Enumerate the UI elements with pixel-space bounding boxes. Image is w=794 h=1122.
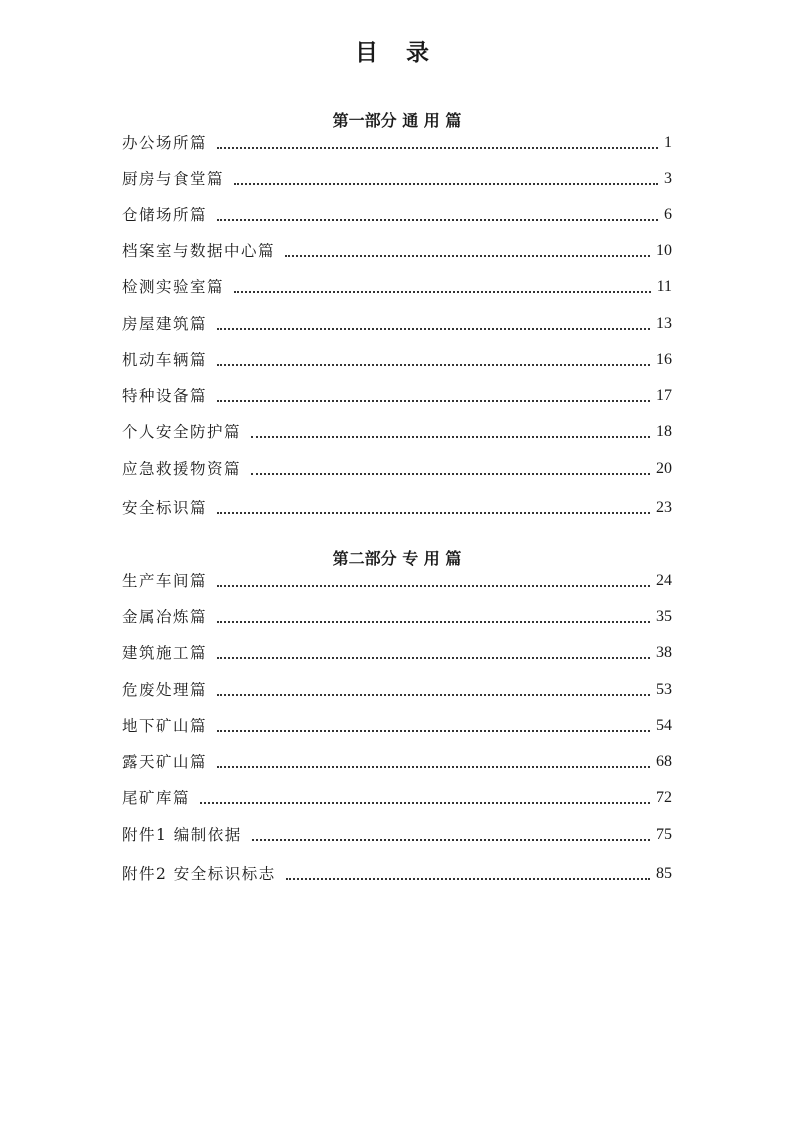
toc-entry[interactable] [122,642,672,664]
toc-entry-label: 附件2 安全标识标志 [122,865,276,883]
toc-entry-page: 1 [664,134,672,151]
toc-entry-label: 检测实验室篇 [122,278,225,296]
toc-entry[interactable] [122,715,672,737]
toc-entry[interactable] [122,313,672,335]
toc-entry[interactable] [122,606,672,628]
toc-entry-page: 35 [656,608,672,625]
toc-entry-label: 危废处理篇 [122,681,208,699]
dot-leader [252,839,650,841]
dot-leader [217,585,650,587]
toc-entry-page: 3 [664,170,672,187]
dot-leader [234,183,658,185]
toc-entry-page: 13 [656,315,672,332]
toc-entry-page: 20 [656,460,672,477]
dot-leader [217,219,658,221]
toc-entry[interactable] [122,132,672,154]
dot-leader [285,255,650,257]
toc-entry-label: 办公场所篇 [122,134,208,152]
dot-leader [217,766,650,768]
dot-leader [234,291,651,293]
toc-entry[interactable] [122,421,672,443]
toc-entry-page: 16 [656,351,672,368]
toc-entry-label: 附件1 编制依据 [122,826,242,844]
dot-leader [286,878,650,880]
part-1-heading: 第一部分 通 用 篇 [332,111,462,130]
toc-entry-page: 24 [656,572,672,589]
toc-entry-page: 23 [656,499,672,516]
toc-entry-label: 安全标识篇 [122,499,208,517]
toc-entry-label: 尾矿库篇 [122,789,191,807]
toc-entry-label: 仓储场所篇 [122,206,208,224]
toc-entry[interactable] [122,679,672,701]
toc-entry-page: 75 [656,826,672,843]
toc-entry-label: 露天矿山篇 [122,753,208,771]
toc-entry-page: 10 [656,242,672,259]
dot-leader [251,436,650,438]
dot-leader [217,621,650,623]
dot-leader [217,512,650,514]
toc-entry-page: 6 [664,206,672,223]
toc-entry[interactable] [122,863,672,885]
toc-entry[interactable] [122,570,672,592]
toc-entry-label: 特种设备篇 [122,387,208,405]
toc-entry[interactable] [122,751,672,773]
toc-entry-page: 53 [656,681,672,698]
toc-entry[interactable] [122,497,672,519]
toc-entry[interactable] [122,458,672,480]
dot-leader [200,802,650,804]
toc-entry[interactable] [122,787,672,809]
toc-entry-label: 厨房与食堂篇 [122,170,225,188]
dot-leader [217,364,650,366]
dot-leader [217,400,650,402]
dot-leader [217,657,650,659]
toc-entry-label: 生产车间篇 [122,572,208,590]
toc-entry-label: 机动车辆篇 [122,351,208,369]
toc-entry[interactable] [122,385,672,407]
toc-entry-page: 18 [656,423,672,440]
toc-entry[interactable] [122,824,672,846]
toc-entry-page: 68 [656,753,672,770]
part-2-heading: 第二部分 专 用 篇 [332,549,462,568]
toc-entry[interactable] [122,204,672,226]
toc-entry-label: 建筑施工篇 [122,644,208,662]
dot-leader [217,328,650,330]
dot-leader [217,730,650,732]
toc-entry-label: 档案室与数据中心篇 [122,242,276,260]
toc-entry-label: 个人安全防护篇 [122,423,242,441]
page-title: 目 录 [354,39,439,66]
toc-entry[interactable] [122,349,672,371]
toc-entry[interactable] [122,240,672,262]
toc-entry-page: 11 [656,278,672,295]
dot-leader [251,473,650,475]
toc-entry-page: 85 [656,865,672,882]
toc-entry[interactable] [122,276,672,298]
toc-entry-label: 应急救援物资篇 [122,460,242,478]
toc-entry-page: 17 [656,387,672,404]
toc-entry-label: 房屋建筑篇 [122,315,208,333]
toc-entry-page: 38 [656,644,672,661]
toc-entry-label: 地下矿山篇 [122,717,208,735]
dot-leader [217,694,650,696]
dot-leader [217,147,658,149]
toc-entry-page: 72 [656,789,672,806]
toc-entry-label: 金属冶炼篇 [122,608,208,626]
toc-entry[interactable] [122,168,672,190]
toc-entry-page: 54 [656,717,672,734]
